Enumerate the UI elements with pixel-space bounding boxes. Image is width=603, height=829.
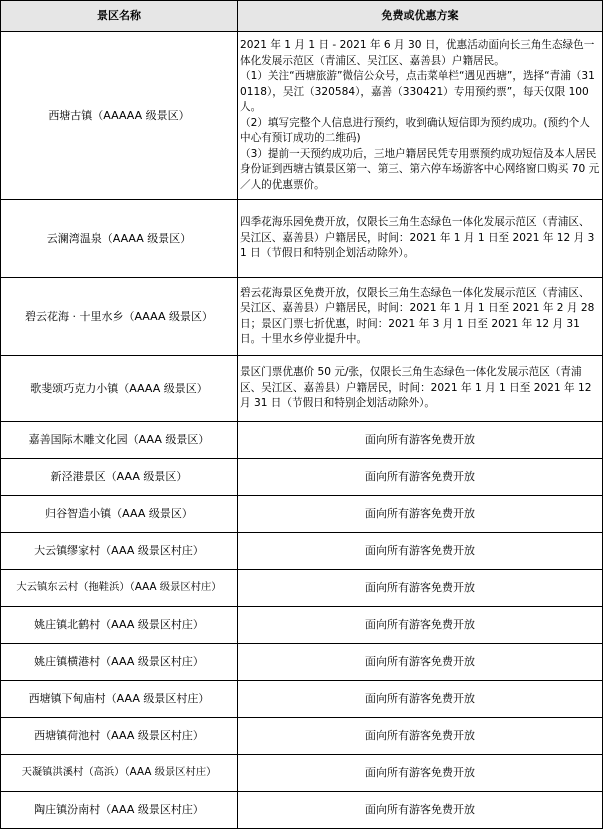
scenic-name-cell: 云澜湾温泉（AAAA 级景区） xyxy=(1,200,238,278)
offer-cell: 面向所有游客免费开放 xyxy=(238,755,603,792)
scenic-name-cell: 大云镇东云村（拖鞋浜）（AAA 级景区村庄） xyxy=(1,570,238,607)
scenic-name-cell: 姚庄镇北鹤村（AAA 级景区村庄） xyxy=(1,607,238,644)
scenic-name-cell: 嘉善国际木雕文化园（AAA 级景区） xyxy=(1,422,238,459)
header-offer: 免费或优惠方案 xyxy=(238,1,603,32)
scenic-name-cell: 歌斐颂巧克力小镇（AAAA 级景区） xyxy=(1,356,238,422)
table-row xyxy=(1,200,603,278)
table-row xyxy=(1,755,603,792)
table-header-row xyxy=(1,1,603,32)
offer-cell: 景区门票优惠价 50 元/张，仅限长三角生态绿色一体化发展示范区（青浦区、吴江区、嘉善县）户籍居民，时间：2021 年 1 月 1 日至 2021 年 12 月 31 日（节假日和特别企划活动除外）。 xyxy=(238,356,603,422)
offer-cell: 面向所有游客免费开放 xyxy=(238,570,603,607)
table-row xyxy=(1,356,603,422)
table-row xyxy=(1,718,603,755)
scenic-name-cell: 新泾港景区（AAA 级景区） xyxy=(1,459,238,496)
offer-cell: 面向所有游客免费开放 xyxy=(238,533,603,570)
offer-cell: 碧云花海景区免费开放，仅限长三角生态绿色一体化发展示范区（青浦区、吴江区、嘉善县）户籍居民，时间：2021 年 1 月 1 日至 2021 年 2 月 28 日；景区门票七折优惠，时间：2021 年 3 月 1 日至 2021 年 12 月 31 日。十里水乡停业提升中。 xyxy=(238,278,603,356)
offer-cell: 四季花海乐园免费开放，仅限长三角生态绿色一体化发展示范区（青浦区、吴江区、嘉善县）户籍居民，时间：2021 年 1 月 1 日至 2021 年 12 月 31 日（节假日和特别企划活动除外）。 xyxy=(238,200,603,278)
table-row xyxy=(1,496,603,533)
offer-cell: 面向所有游客免费开放 xyxy=(238,792,603,829)
offer-cell: 面向所有游客免费开放 xyxy=(238,459,603,496)
scenic-name-cell: 归谷智造小镇（AAA 级景区） xyxy=(1,496,238,533)
header-scenic-name: 景区名称 xyxy=(1,1,238,32)
table-row xyxy=(1,570,603,607)
offer-cell: 面向所有游客免费开放 xyxy=(238,422,603,459)
offer-cell: 面向所有游客免费开放 xyxy=(238,681,603,718)
offer-cell: 面向所有游客免费开放 xyxy=(238,496,603,533)
table-row xyxy=(1,644,603,681)
scenic-name-cell: 陶庄镇汾南村（AAA 级景区村庄） xyxy=(1,792,238,829)
scenic-name-cell: 西塘古镇（AAAAA 级景区） xyxy=(1,32,238,200)
offer-cell: 面向所有游客免费开放 xyxy=(238,607,603,644)
table-row xyxy=(1,278,603,356)
table-row xyxy=(1,607,603,644)
scenic-name-cell: 大云镇缪家村（AAA 级景区村庄） xyxy=(1,533,238,570)
table-row xyxy=(1,32,603,200)
table-row xyxy=(1,792,603,829)
scenic-name-cell: 西塘镇下甸庙村（AAA 级景区村庄） xyxy=(1,681,238,718)
table-row xyxy=(1,459,603,496)
scenic-name-cell: 西塘镇荷池村（AAA 级景区村庄） xyxy=(1,718,238,755)
offer-cell: 2021 年 1 月 1 日 - 2021 年 6 月 30 日，优惠活动面向长三角生态绿色一体化发展示范区（青浦区、吴江区、嘉善县）户籍居民。 （1）关注“西塘旅游”微信公众号，点击菜单栏“遇见西塘”，选择“青浦（310118），吴江（320584），嘉善（330421）专用预约票”，每天仅限 100 人。 （2）填写完整个人信息进行预约，收到确认短信即为预约成功。(预约个人中心有预订成功的二维码) （3）提前一天预约成功后，三地户籍居民凭专用票预约成功短信及本人居民身份证到西塘古镇景区第一、第三、第六停车场游客中心网络窗口购买 70 元／人的优惠票价。 xyxy=(238,32,603,200)
table-row xyxy=(1,681,603,718)
scenic-name-cell: 碧云花海 · 十里水乡（AAAA 级景区） xyxy=(1,278,238,356)
offer-cell: 面向所有游客免费开放 xyxy=(238,718,603,755)
table-row xyxy=(1,422,603,459)
table-row xyxy=(1,533,603,570)
offer-cell: 面向所有游客免费开放 xyxy=(238,644,603,681)
scenic-name-cell: 天凝镇洪溪村（高浜）（AAA 级景区村庄） xyxy=(1,755,238,792)
scenic-name-cell: 姚庄镇横港村（AAA 级景区村庄） xyxy=(1,644,238,681)
